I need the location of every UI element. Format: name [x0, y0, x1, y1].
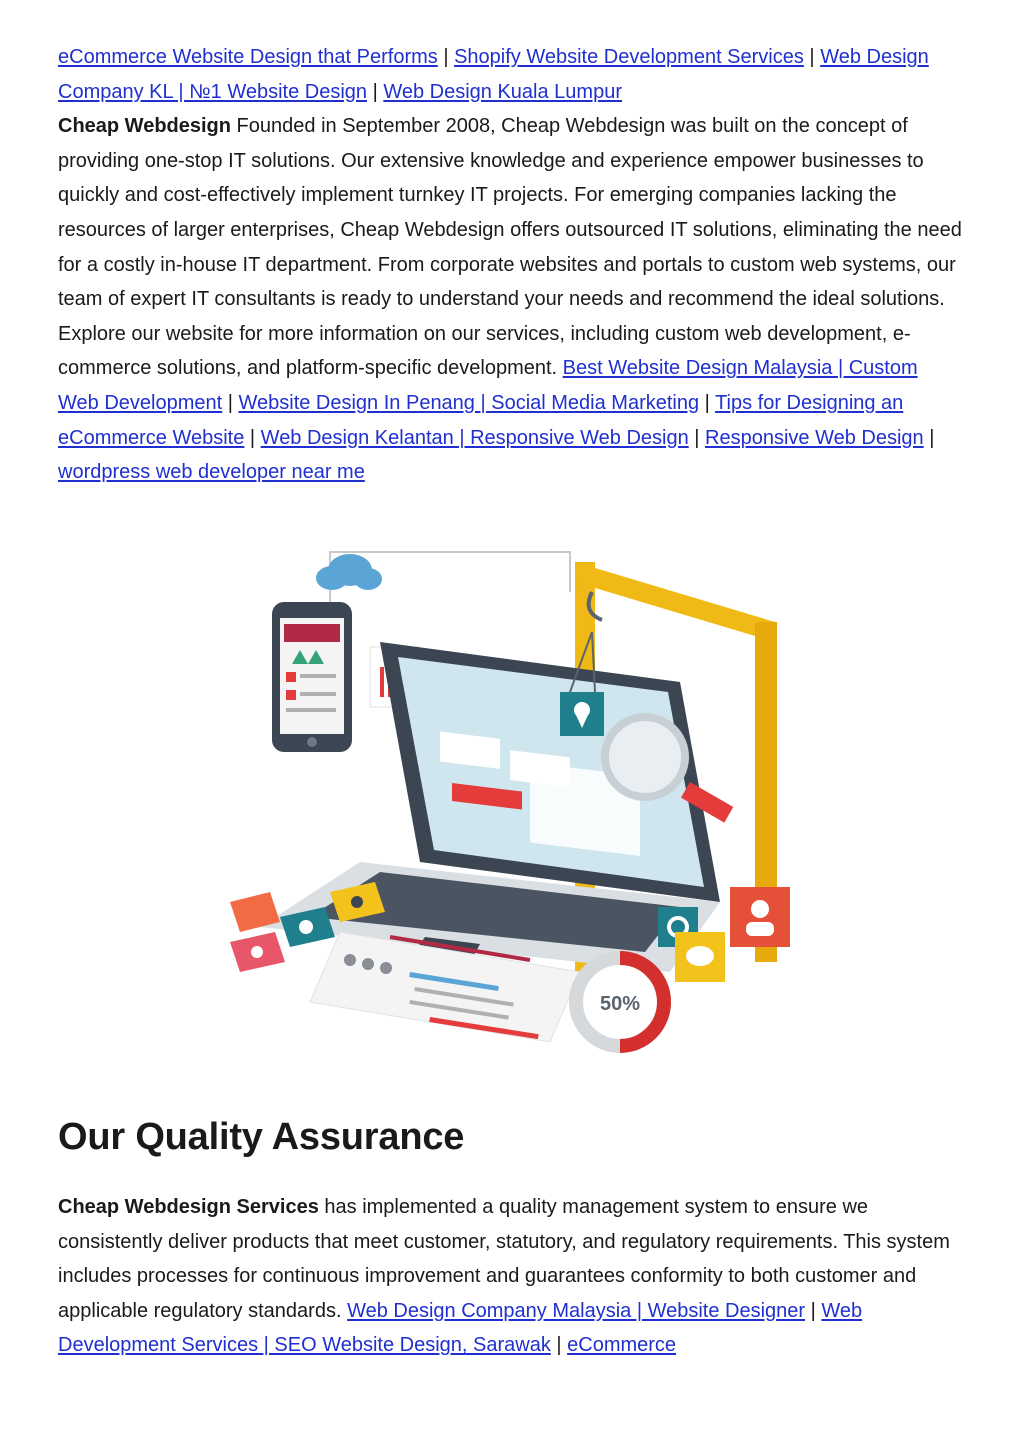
- separator: |: [550, 1334, 568, 1357]
- separator: |: [222, 391, 239, 414]
- smartphone-icon: [272, 602, 352, 752]
- progress-gauge: [576, 958, 664, 1046]
- separator: |: [803, 46, 821, 68]
- separator: |: [244, 426, 261, 449]
- brand-name: Cheap Webdesign Services: [58, 1196, 319, 1218]
- chat-bubble-icon: [675, 932, 725, 982]
- page-content: [58, 40, 963, 490]
- quality-paragraph: [58, 1190, 963, 1363]
- separator: |: [688, 426, 706, 449]
- intro-paragraph: [58, 40, 963, 490]
- link-ecommerce[interactable]: eCommerce: [567, 1334, 677, 1357]
- link-web-development-sarawak[interactable]: Web Development Services | SEO Website Design, Sarawak: [58, 1299, 863, 1357]
- link-tips-ecommerce[interactable]: Tips for Designing an eCommerce Website: [58, 391, 904, 449]
- link-web-design-company-kl[interactable]: Web Design Company KL | №1 Website Design: [58, 46, 929, 103]
- separator: |: [367, 80, 384, 103]
- link-best-website-design-malaysia[interactable]: Best Website Design Malaysia | Custom Web Development: [58, 357, 918, 414]
- gauge-label: 50%: [599, 993, 641, 1015]
- cloud-icon: [316, 554, 382, 590]
- separator: |: [805, 1299, 822, 1322]
- section-heading: Our Quality Assurance: [58, 1116, 465, 1158]
- link-web-design-company-malaysia[interactable]: Web Design Company Malaysia | Website Designer: [347, 1299, 806, 1322]
- link-website-design-penang[interactable]: Website Design In Penang | Social Media Marketing: [238, 391, 700, 414]
- separator: |: [437, 46, 455, 68]
- about-text: Founded in September 2008, Cheap Webdesign was built on the concept of providing one-stop IT solutions. Our extensive knowledge and experience empower businesses to quickly and cost-effectively implement turnkey IT projects. For emerging companies lacking the resources of larger enterprises, Cheap Webdesign offers outsourced IT solutions, eliminating the need for a costly in-house IT department. From corporate websites and portals to custom web systems, our team of expert IT consultants is ready to understand your needs and recommend the ideal solutions. Explore our website for more information on our services, including custom web development, e-commerce solutions, and platform-specific development.: [58, 115, 962, 380]
- link-ecommerce-design[interactable]: eCommerce Website Design that Performs: [58, 46, 438, 68]
- quality-text: has implemented a quality management system to ensure we consistently deliver products that meet customer, statutory, and regulatory requirements. This system includes processes for continuous improvement and guarantees conformity to both customer and applicable regulatory standards.: [58, 1196, 950, 1322]
- user-profile-icon: [730, 887, 790, 947]
- link-web-design-kelantan[interactable]: Web Design Kelantan | Responsive Web Design: [260, 426, 689, 449]
- link-wordpress-developer[interactable]: wordpress web developer near me: [58, 461, 365, 484]
- brand-name: Cheap Webdesign: [58, 115, 231, 138]
- link-shopify-development[interactable]: Shopify Website Development Services: [454, 46, 804, 68]
- web-design-illustration: [200, 532, 820, 1062]
- link-web-design-kuala-lumpur[interactable]: Web Design Kuala Lumpur: [383, 80, 622, 103]
- quality-section: [58, 1190, 963, 1363]
- separator: |: [699, 391, 716, 414]
- separator: |: [923, 426, 935, 449]
- link-responsive-web-design[interactable]: Responsive Web Design: [705, 426, 924, 449]
